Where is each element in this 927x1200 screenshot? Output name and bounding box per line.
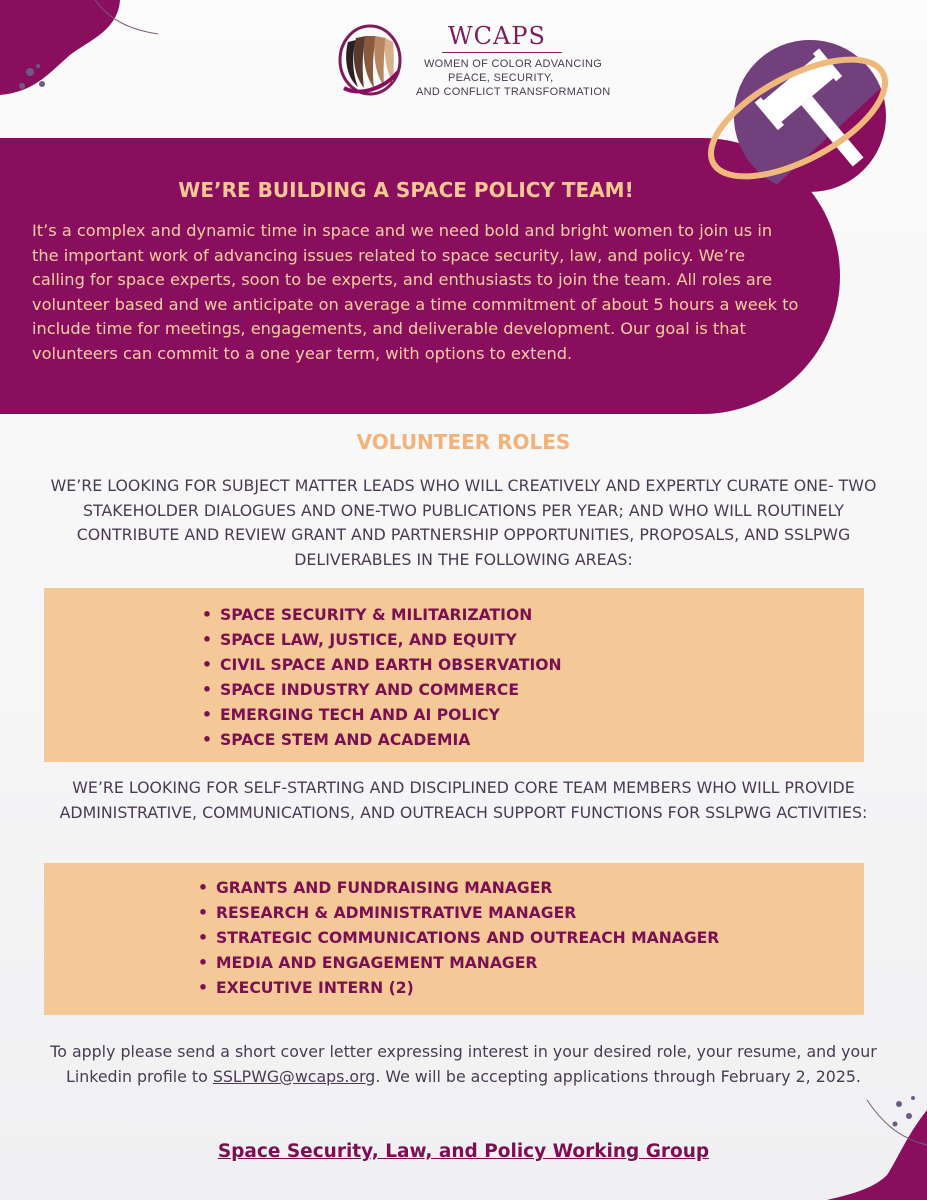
banner-title: WE’RE BUILDING A SPACE POLICY TEAM! <box>178 178 634 202</box>
volunteer-roles-heading: VOLUNTEER ROLES <box>356 430 571 454</box>
logo-tagline-2: PEACE, SECURITY, <box>448 72 554 84</box>
wcaps-logo <box>338 22 611 102</box>
list-item: • CIVIL SPACE AND EARTH OBSERVATION <box>200 653 562 678</box>
corner-decoration-top-left <box>0 0 160 100</box>
apply-text-after: . We will be accepting applications through February 2, 2025. <box>375 1066 861 1086</box>
logo-mark-icon <box>338 22 410 96</box>
gavel-planet-icon <box>698 32 898 202</box>
list-item: • RESEARCH & ADMINISTRATIVE MANAGER <box>196 901 719 926</box>
logo-tagline-3: AND CONFLICT TRANSFORMATION <box>416 86 611 98</box>
application-instructions <box>45 1040 882 1089</box>
apply-text-before: To apply please send a short cover letter expressing interest in your desired role, your resume, and your Linkedin profile to <box>50 1042 877 1086</box>
working-group-link[interactable]: Space Security, Law, and Policy Working Group <box>217 1141 710 1162</box>
subject-matter-leads-intro: WE’RE LOOKING FOR SUBJECT MATTER LEADS WHO WILL CREATIVELY AND EXPERTLY CURATE ONE- TWO STAKEHOLDER DIALOGUES AND ONE-TWO PUBLICATIONS PER YEAR; AND WHO WILL ROUTINELY CONTRIBUTE AND REVIEW GRANT AND PARTNERSHIP OPPORTUNITIES, PROPOSALS, AND SSLPWG DELIVERABLES IN THE FOLLOWING AREAS: <box>50 476 877 569</box>
logo-tagline-1: WOMEN OF COLOR ADVANCING <box>424 58 603 70</box>
list-item: • GRANTS AND FUNDRAISING MANAGER <box>196 876 719 901</box>
list-item: • EMERGING TECH AND AI POLICY <box>200 703 562 728</box>
list-item: • STRATEGIC COMMUNICATIONS AND OUTREACH MANAGER <box>196 926 719 951</box>
list-item: • SPACE LAW, JUSTICE, AND EQUITY <box>200 628 562 653</box>
core-roles-list <box>196 876 719 1001</box>
corner-decoration-bottom-right <box>817 1090 927 1200</box>
list-item: • EXECUTIVE INTERN (2) <box>196 976 719 1001</box>
list-item: • SPACE SECURITY & MILITARIZATION <box>200 603 562 628</box>
list-item: • SPACE INDUSTRY AND COMMERCE <box>200 678 562 703</box>
list-item: • SPACE STEM AND ACADEMIA <box>200 728 562 753</box>
focus-areas-list <box>200 603 562 753</box>
email-link[interactable]: SSLPWG@wcaps.org <box>212 1066 376 1086</box>
list-item: • MEDIA AND ENGAGEMENT MANAGER <box>196 951 719 976</box>
logo-name: WCAPS <box>448 22 546 50</box>
logo-divider <box>442 52 562 53</box>
banner-description: It’s a complex and dynamic time in space and we need bold and bright women to join us in the important work of advancing issues related to space security, law, and policy. We’re calling for space experts, soon to be experts, and enthusiasts to join the team. All roles are volunteer based and we anticipate on average a time commitment of about 5 hours a week to include time for meetings, engagements, and deliverable development. Our goal is that volunteers can commit to a one year term, with options to extend. <box>32 221 799 363</box>
core-team-intro: WE’RE LOOKING FOR SELF-STARTING AND DISCIPLINED CORE TEAM MEMBERS WHO WILL PROVIDE ADMINISTRATIVE, COMMUNICATIONS, AND OUTREACH SUPPORT FUNCTIONS FOR SSLPWG ACTIVITIES: <box>59 778 868 822</box>
